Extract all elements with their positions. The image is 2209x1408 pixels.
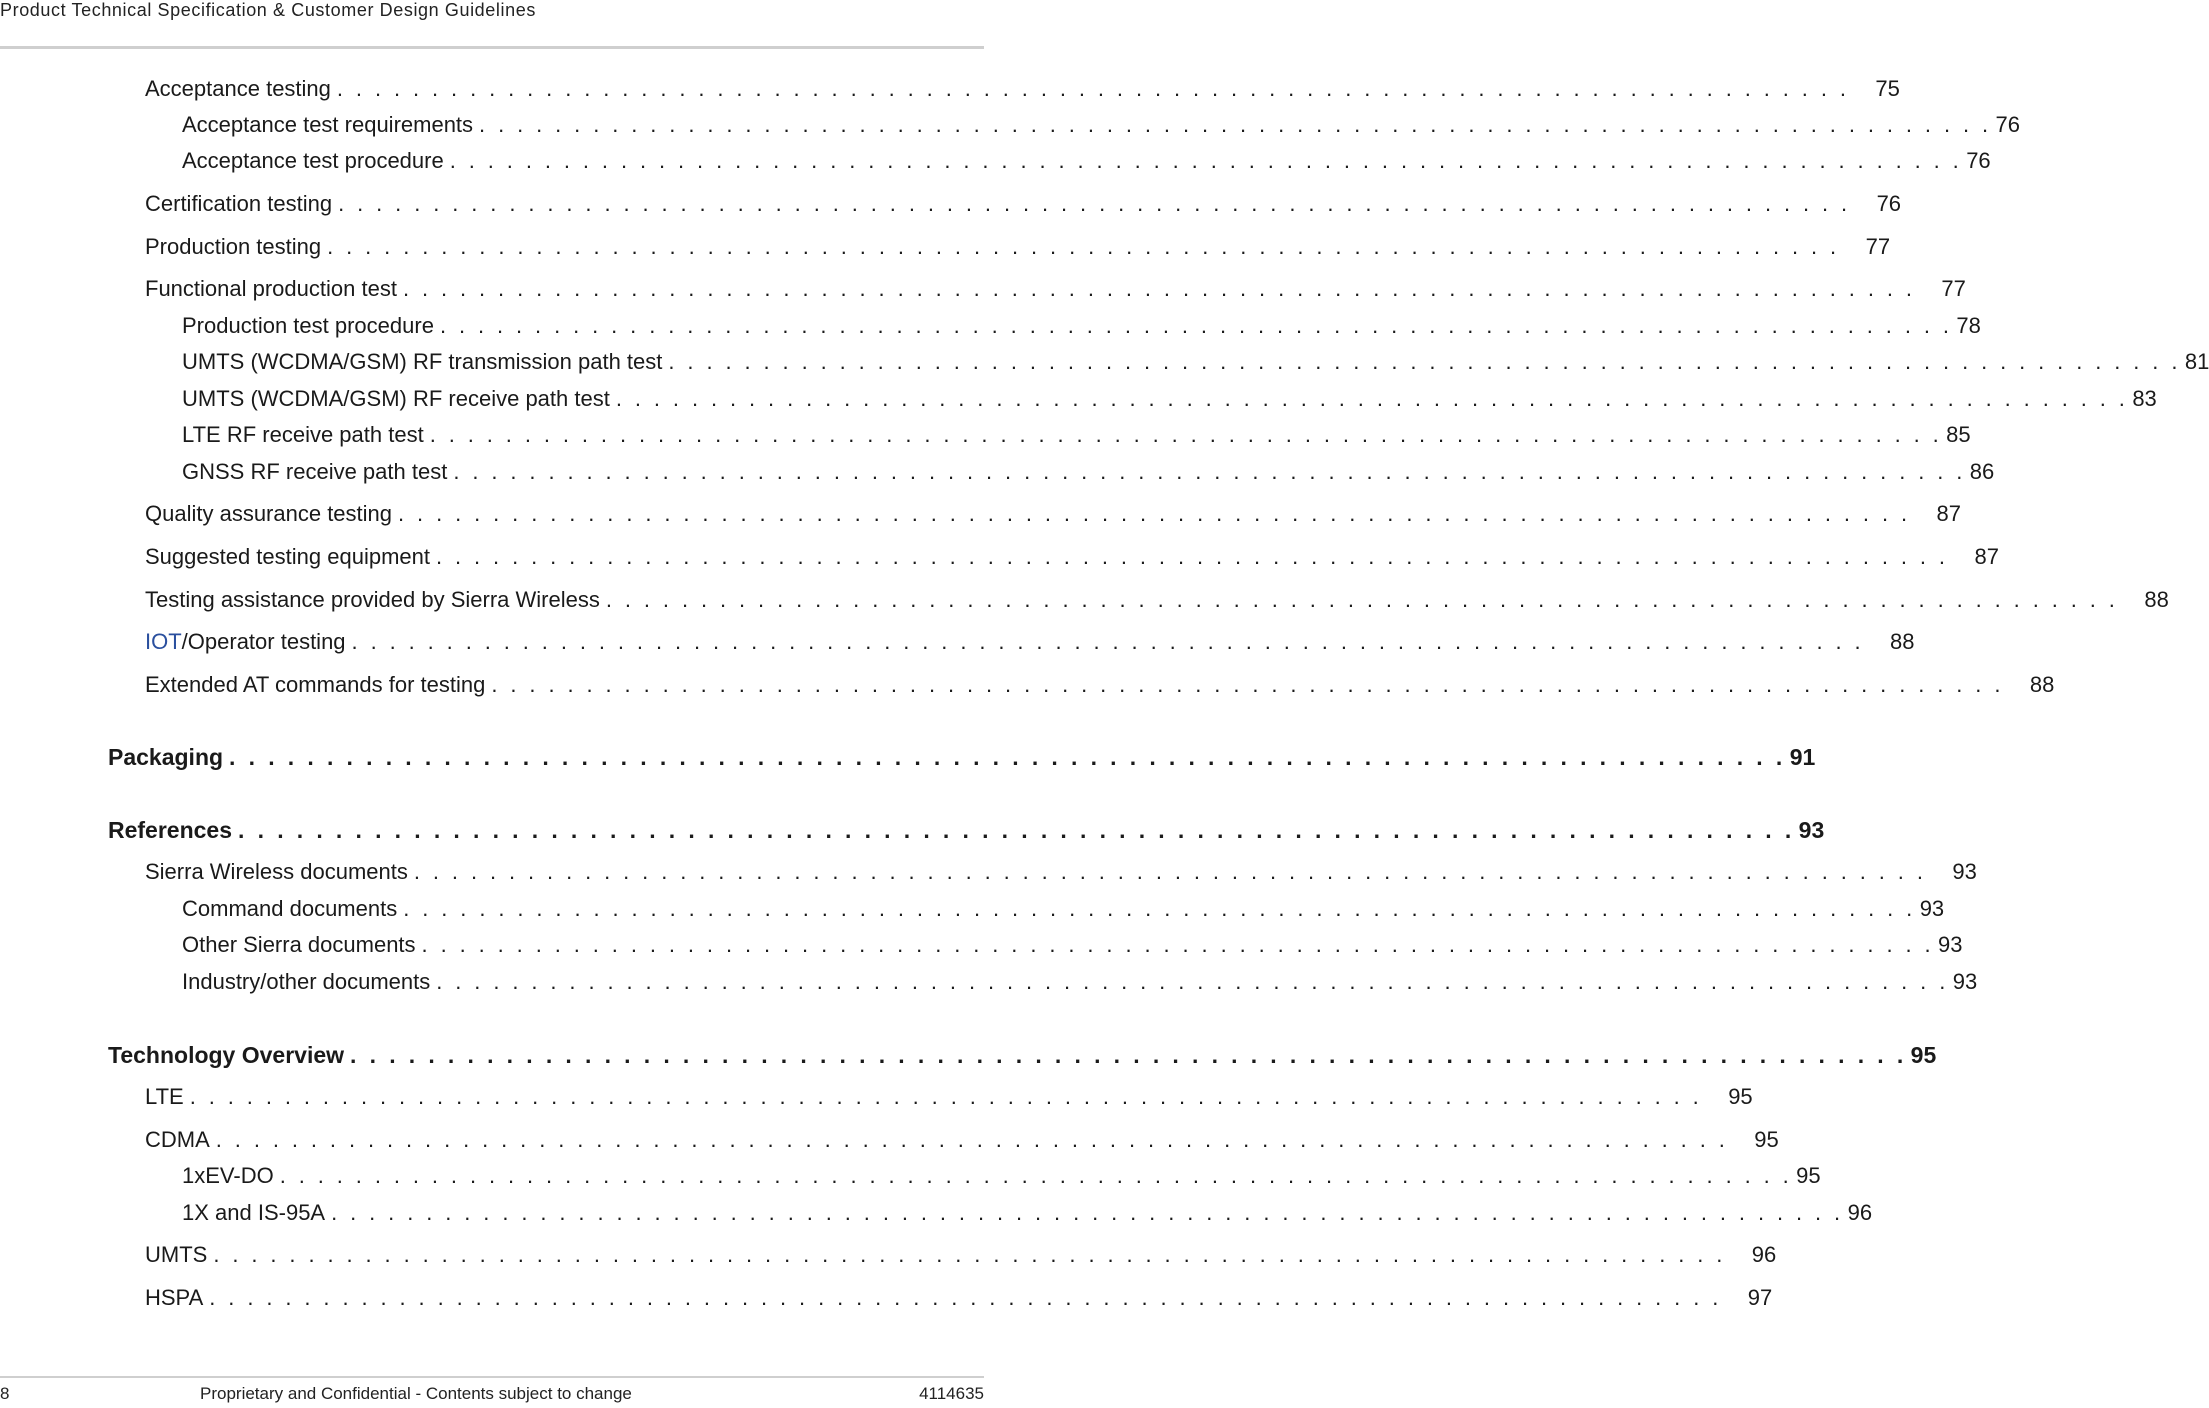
- toc-page-number: 91: [1789, 744, 1816, 770]
- toc-leader: . . . . . . . . . . . . . . . . . . . . . . . . . . . . . . . . . . . . . . . . . . . . . . . . . . . . . . . . . . . . . . . . . . . . . . . . . . . . . . . .: [189, 1084, 1703, 1109]
- toc-entry-acceptance-test-procedure[interactable]: [182, 148, 1991, 178]
- toc-page-number: 93: [1952, 859, 1977, 884]
- toc-label: References: [108, 817, 233, 843]
- toc-leader: . . . . . . . . . . . . . . . . . . . . . . . . . . . . . . . . . . . . . . . . . . . . . . . . . . . . . . . . . . . . . . . . . . . . . . . . . . . . . . . .: [435, 544, 1949, 569]
- toc-entry-iot-operator-testing[interactable]: [145, 629, 1915, 659]
- toc-leader: . . . . . . . . . . . . . . . . . . . . . . . . . . . . . . . . . . . . . . . . . . . . . . . . . . . . . . . . . . . . . . . . . . . . . . . . . . . . . . . .: [327, 234, 1840, 259]
- toc-leader: . . . . . . . . . . . . . . . . . . . . . . . . . . . . . . . . . . . . . . . . . . . . . . . . . . . . . . . . . . . . . . . . . . . . . . . . . . . . . . . .: [229, 744, 1786, 770]
- toc-entry-1x-and-is-95a[interactable]: [182, 1200, 1873, 1230]
- toc-page-number: 95: [1728, 1084, 1753, 1109]
- toc-entry-industry-other-documents[interactable]: [182, 969, 1978, 999]
- toc-leader: . . . . . . . . . . . . . . . . . . . . . . . . . . . . . . . . . . . . . . . . . . . . . . . . . . . . . . . . . . . . . . . . . . . . . . . . . . . . . . . .: [449, 148, 1963, 173]
- toc-leader: . . . . . . . . . . . . . . . . . . . . . . . . . . . . . . . . . . . . . . . . . . . . . . . . . . . . . . . . . . . . . . . . . . . . . . . . . . . . . . . .: [421, 932, 1935, 957]
- toc-label: Acceptance test procedure: [182, 148, 444, 173]
- toc-entry-hspa[interactable]: [145, 1285, 1773, 1315]
- toc-leader: . . . . . . . . . . . . . . . . . . . . . . . . . . . . . . . . . . . . . . . . . . . . . . . . . . . . . . . . . . . . . . . . . . . . . . . . . . . . . . . .: [429, 422, 1943, 447]
- toc-label: Testing assistance provided by Sierra Wireless: [145, 587, 600, 612]
- toc-label: Extended AT commands for testing: [145, 672, 486, 697]
- page-header: [0, 0, 984, 49]
- toc-entry-quality-assurance-testing[interactable]: [145, 501, 1961, 531]
- toc-page-number: 88: [2144, 587, 2169, 612]
- toc-leader: . . . . . . . . . . . . . . . . . . . . . . . . . . . . . . . . . . . . . . . . . . . . . . . . . . . . . . . . . . . . . . . . . . . . . . . . . . . . . . . .: [413, 859, 1927, 884]
- toc-label-rest: /Operator testing: [181, 629, 346, 654]
- toc-label: CDMA: [145, 1127, 210, 1152]
- toc-label: LTE RF receive path test: [182, 422, 424, 447]
- toc-page-number: 83: [2132, 386, 2157, 411]
- toc-entry-testing-assistance[interactable]: [145, 587, 2169, 617]
- page-footer: [0, 1376, 984, 1408]
- toc-label: Production test procedure: [182, 313, 434, 338]
- toc-label: [145, 629, 346, 655]
- toc-label: UMTS (WCDMA/GSM) RF transmission path test: [182, 349, 663, 374]
- toc-page-number: 86: [1969, 459, 1995, 484]
- toc-leader: . . . . . . . . . . . . . . . . . . . . . . . . . . . . . . . . . . . . . . . . . . . . . . . . . . . . . . . . . . . . . . . . . . . . . . . . . . . . . . . .: [398, 501, 1911, 526]
- document-title: Product Technical Specification & Customer Design Guidelines: [0, 0, 536, 20]
- toc-leader: . . . . . . . . . . . . . . . . . . . . . . . . . . . . . . . . . . . . . . . . . . . . . . . . . . . . . . . . . . . . . . . . . . . . . . . . . . . . . . . .: [402, 276, 1916, 301]
- toc-label: Packaging: [108, 744, 224, 770]
- toc-label: Acceptance test requirements: [182, 112, 474, 137]
- toc-label: 1xEV-DO: [182, 1163, 274, 1188]
- toc-leader: . . . . . . . . . . . . . . . . . . . . . . . . . . . . . . . . . . . . . . . . . . . . . . . . . . . . . . . . . . . . . . . . . . . . . . . . . . . . . . . .: [491, 672, 2004, 697]
- toc-entry-cdma[interactable]: [145, 1127, 1779, 1157]
- toc-leader: . . . . . . . . . . . . . . . . . . . . . . . . . . . . . . . . . . . . . . . . . . . . . . . . . . . . . . . . . . . . . . . . . . . . . . . . . . . . . . . .: [215, 1127, 1729, 1152]
- toc-page-number: 93: [1952, 969, 1978, 994]
- toc-leader: . . . . . . . . . . . . . . . . . . . . . . . . . . . . . . . . . . . . . . . . . . . . . . . . . . . . . . . . . . . . . . . . . . . . . . . . . . . . . . . .: [213, 1242, 1726, 1267]
- toc-label: Sierra Wireless documents: [145, 859, 408, 884]
- toc-leader: . . . . . . . . . . . . . . . . . . . . . . . . . . . . . . . . . . . . . . . . . . . . . . . . . . . . . . . . . . . . . . . . . . . . . . . . . . . . . . . .: [436, 969, 1949, 994]
- toc-page-number: 87: [1936, 501, 1961, 526]
- toc-page-number: 77: [1941, 276, 1966, 301]
- document-number: 4114635: [919, 1384, 984, 1403]
- toc-chapter-references[interactable]: [108, 817, 1825, 847]
- toc-page-number: 96: [1847, 1200, 1873, 1225]
- toc-leader: . . . . . . . . . . . . . . . . . . . . . . . . . . . . . . . . . . . . . . . . . . . . . . . . . . . . . . . . . . . . . . . . . . . . . . . . . . . . . . . .: [238, 817, 1795, 843]
- toc-page-number: 88: [2029, 672, 2055, 697]
- toc-label: Functional production test: [145, 276, 397, 301]
- toc-leader: . . . . . . . . . . . . . . . . . . . . . . . . . . . . . . . . . . . . . . . . . . . . . . . . . . . . . . . . . . . . . . . . . . . . . . . . . . . . . . . .: [453, 459, 1966, 484]
- toc-leader: . . . . . . . . . . . . . . . . . . . . . . . . . . . . . . . . . . . . . . . . . . . . . . . . . . . . . . . . . . . . . . . . . . . . . . . . . . . . . . . .: [338, 191, 1851, 216]
- toc-entry-umts-rf-receive-path-test[interactable]: [182, 386, 2157, 416]
- toc-label: HSPA: [145, 1285, 204, 1310]
- toc-label: Industry/other documents: [182, 969, 431, 994]
- toc-page-number: 93: [1919, 896, 1945, 921]
- toc-entry-other-sierra-documents[interactable]: [182, 932, 1963, 962]
- toc-page-number: 76: [1876, 191, 1902, 216]
- toc-entry-sierra-wireless-documents[interactable]: [145, 859, 1977, 889]
- toc-leader: . . . . . . . . . . . . . . . . . . . . . . . . . . . . . . . . . . . . . . . . . . . . . . . . . . . . . . . . . . . . . . . . . . . . . . . . . . . . . . . .: [209, 1285, 1722, 1310]
- toc-leader: . . . . . . . . . . . . . . . . . . . . . . . . . . . . . . . . . . . . . . . . . . . . . . . . . . . . . . . . . . . . . . . . . . . . . . . . . . . . . . . .: [336, 76, 1850, 101]
- toc-page-number: 76: [1966, 148, 1991, 173]
- toc-page-number: 93: [1938, 932, 1963, 957]
- iot-link[interactable]: IOT: [145, 629, 182, 654]
- toc-page-number: 93: [1798, 817, 1825, 843]
- toc-page-number: 87: [1974, 544, 1999, 569]
- toc-entry-production-testing[interactable]: [145, 234, 1891, 264]
- toc-label: Certification testing: [145, 191, 333, 216]
- toc-leader: . . . . . . . . . . . . . . . . . . . . . . . . . . . . . . . . . . . . . . . . . . . . . . . . . . . . . . . . . . . . . . . . . . . . . . . . . . . . . . . .: [350, 1042, 1907, 1068]
- toc-entry-suggested-testing-equipment[interactable]: [145, 544, 1999, 574]
- toc-page-number: 97: [1747, 1285, 1773, 1310]
- toc-entry-lte[interactable]: [145, 1084, 1753, 1114]
- toc-leader: . . . . . . . . . . . . . . . . . . . . . . . . . . . . . . . . . . . . . . . . . . . . . . . . . . . . . . . . . . . . . . . . . . . . . . . . . . . . . . . .: [331, 1200, 1844, 1225]
- toc-page-number: 95: [1754, 1127, 1779, 1152]
- toc-page-number: 76: [1995, 112, 2020, 137]
- toc-leader: . . . . . . . . . . . . . . . . . . . . . . . . . . . . . . . . . . . . . . . . . . . . . . . . . . . . . . . . . . . . . . . . . . . . . . . . . . . . . . . .: [605, 587, 2119, 612]
- toc-entry-umts[interactable]: [145, 1242, 1777, 1272]
- toc-page-number: 77: [1865, 234, 1891, 259]
- toc-page-number: 96: [1751, 1242, 1777, 1267]
- toc-entry-acceptance-testing[interactable]: [145, 76, 1900, 106]
- toc-label: Suggested testing equipment: [145, 544, 430, 569]
- toc-label: GNSS RF receive path test: [182, 459, 448, 484]
- toc-label: Quality assurance testing: [145, 501, 393, 526]
- toc-entry-command-documents[interactable]: [182, 896, 1945, 926]
- toc-entry-gnss-rf-receive-path-test[interactable]: [182, 459, 1995, 489]
- toc-label: Production testing: [145, 234, 322, 259]
- toc-page-number: 88: [1890, 629, 1915, 654]
- toc-page-number: 85: [1946, 422, 1971, 447]
- toc-label: Technology Overview: [108, 1042, 345, 1068]
- toc-leader: . . . . . . . . . . . . . . . . . . . . . . . . . . . . . . . . . . . . . . . . . . . . . . . . . . . . . . . . . . . . . . . . . . . . . . . . . . . . . . . .: [351, 629, 1865, 654]
- toc-label: Acceptance testing: [145, 76, 331, 101]
- toc-leader: . . . . . . . . . . . . . . . . . . . . . . . . . . . . . . . . . . . . . . . . . . . . . . . . . . . . . . . . . . . . . . . . . . . . . . . . . . . . . . . .: [615, 386, 2129, 411]
- toc-label: UMTS: [145, 1242, 208, 1267]
- page-number: 8: [0, 1384, 10, 1403]
- toc-leader: . . . . . . . . . . . . . . . . . . . . . . . . . . . . . . . . . . . . . . . . . . . . . . . . . . . . . . . . . . . . . . . . . . . . . . . . . . . . . . . .: [403, 896, 1916, 921]
- toc-entry-production-test-procedure[interactable]: [182, 313, 1981, 343]
- toc-label: Other Sierra documents: [182, 932, 416, 957]
- toc-leader: . . . . . . . . . . . . . . . . . . . . . . . . . . . . . . . . . . . . . . . . . . . . . . . . . . . . . . . . . . . . . . . . . . . . . . . . . . . . . . . .: [439, 313, 1953, 338]
- toc-entry-umts-rf-transmission-path-test[interactable]: [182, 349, 2209, 379]
- toc-chapter-technology-overview[interactable]: [108, 1042, 1937, 1072]
- toc-label: Command documents: [182, 896, 398, 921]
- toc-leader: . . . . . . . . . . . . . . . . . . . . . . . . . . . . . . . . . . . . . . . . . . . . . . . . . . . . . . . . . . . . . . . . . . . . . . . . . . . . . . . .: [479, 112, 1992, 137]
- toc-label: 1X and IS-95A: [182, 1200, 326, 1225]
- toc-entry-lte-rf-receive-path-test[interactable]: [182, 422, 1971, 452]
- toc-entry-1xev-do[interactable]: [182, 1163, 1821, 1193]
- toc-page-number: 75: [1875, 76, 1900, 101]
- toc-label: UMTS (WCDMA/GSM) RF receive path test: [182, 386, 610, 411]
- toc-entry-certification-testing[interactable]: [145, 191, 1902, 221]
- toc-entry-functional-production-test[interactable]: [145, 276, 1966, 306]
- toc-label: LTE: [145, 1084, 184, 1109]
- toc-page-number: 81: [2184, 349, 2209, 374]
- toc-entry-acceptance-test-requirements[interactable]: [182, 112, 2020, 142]
- toc-page-number: 95: [1910, 1042, 1937, 1068]
- toc-page-number: 95: [1796, 1163, 1821, 1188]
- confidentiality-notice: Proprietary and Confidential - Contents subject to change: [200, 1384, 632, 1403]
- toc-leader: . . . . . . . . . . . . . . . . . . . . . . . . . . . . . . . . . . . . . . . . . . . . . . . . . . . . . . . . . . . . . . . . . . . . . . . . . . . . . . . .: [279, 1163, 1793, 1188]
- toc-chapter-packaging[interactable]: [108, 744, 1816, 774]
- toc-page-number: 78: [1956, 313, 1981, 338]
- toc-entry-extended-at-commands[interactable]: [145, 672, 2055, 702]
- toc-leader: . . . . . . . . . . . . . . . . . . . . . . . . . . . . . . . . . . . . . . . . . . . . . . . . . . . . . . . . . . . . . . . . . . . . . . . . . . . . . . . .: [668, 349, 2181, 374]
